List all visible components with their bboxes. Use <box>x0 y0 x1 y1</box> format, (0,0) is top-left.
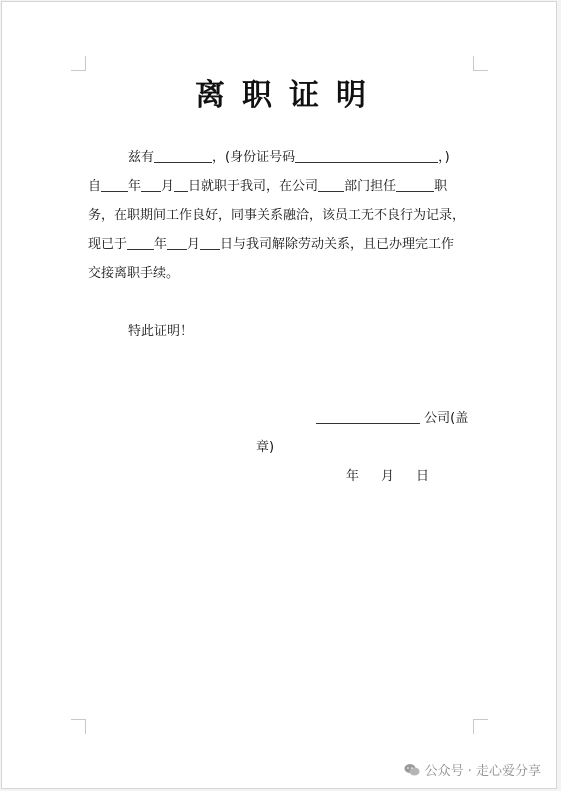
id-number-blank <box>295 148 438 163</box>
company-seal-line: 公司(盖 <box>316 409 468 429</box>
certify-text: 特此证明！ <box>128 324 194 339</box>
start-year-blank <box>101 177 128 192</box>
start-month-blank <box>141 177 161 192</box>
margin-corner-mark <box>71 719 86 734</box>
body-line-1: 兹有 ，(身份证号码 ，) <box>128 150 450 165</box>
body-line-4: 现已于 年 月 日与我司解除劳动关系，且已办理完工作 <box>88 237 455 252</box>
seal-tail: 章) <box>256 440 275 455</box>
document-title: 离职证明 <box>195 78 383 113</box>
leave-year-blank <box>127 235 154 250</box>
body-line-2: 自 年 月 日就职于我司，在公司 部门担任 职 <box>88 179 448 194</box>
watermark-text: 公众号 · 走心爱分享 <box>424 764 541 779</box>
date-line: 年 月 日 <box>346 469 430 484</box>
document-page <box>1 1 557 789</box>
margin-corner-mark <box>473 719 488 734</box>
body-line-3: 务，在职期间工作良好，同事关系融洽，该员工无不良行为记录， <box>88 208 466 223</box>
margin-corner-mark <box>473 56 488 71</box>
position-blank <box>396 177 434 192</box>
start-day-blank <box>174 177 188 192</box>
watermark <box>404 760 541 779</box>
company-name-blank <box>316 409 420 424</box>
leave-day-blank <box>200 235 220 250</box>
body-line-5: 交接离职手续。 <box>88 266 180 281</box>
wechat-icon <box>404 763 420 777</box>
name-blank <box>154 148 212 163</box>
leave-month-blank <box>167 235 187 250</box>
department-blank <box>318 177 344 192</box>
margin-corner-mark <box>71 56 86 71</box>
